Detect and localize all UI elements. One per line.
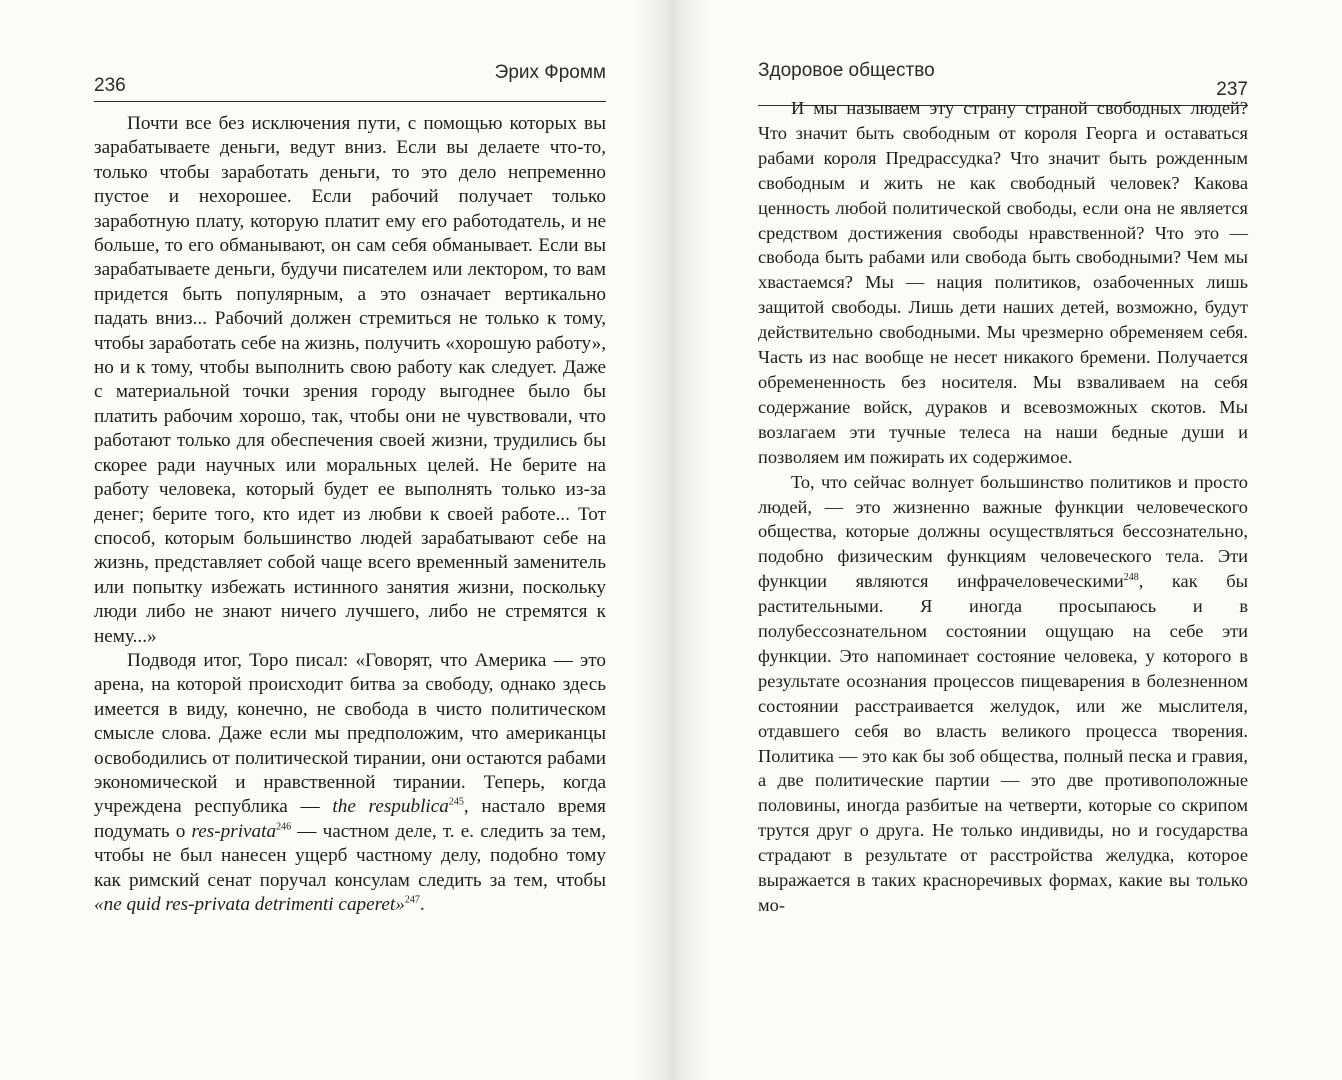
right-paragraph-1: И мы называем эту страну страной свободных людей? Что значит быть свободным от короля Георга и оставаться рабами короля Предрассудка? Что значит быть рожденным свободным и жить не как свободный человек? Какова ценность любой политической свободы, если она не является средством достижения свободы нравственной? Что это — свобода быть рабами или свобода быть свободными? Чем мы хвастаемся? Мы — нация политиков, озабоченных лишь защитой свободы. Лишь дети наших детей, возможно, будут действительно свободными. Мы чрезмерно обременяем себя. Часть из нас вообще не несет никакого бремени. Получается обремененность без носителя. Мы взваливаем на себя содержание войск, дураков и всевозможных скотов. Мы возлагаем эти тучные телеса на наши бедные души и позволяем им пожирать их содержимое. [758, 98, 1248, 467]
left-p2-italic-respublica: the respublica [332, 796, 449, 818]
right-p2-text-2: , как бы растительными. Я иногда просыпаюсь и в полубессознательном состоянии ощущаю на себе эти функции. Это напоминает состояние человека, у которого в результате осознания процессов пищеварения в болезненном состоянии расстраивается желудок, или же мыслителя, отдавшего себя во власть великого процесса творения. Политика — это как бы зоб общества, полный песка и гравия, а две политические партии — это две противоположные половины, иногда разбитые на четверти, которые со скрипом трутся друг о друга. Не только индивиды, но и государства страдают в результате от расстройства желудка, которое выражается в таких красноречивых формах, какие вы только мо- [758, 571, 1248, 915]
footnote-ref-246: 246 [276, 821, 292, 833]
left-p2-text-1: Подводя итог, Торо писал: «Говорят, что Америка — это арена, на которой происходит битва за свободу, однако здесь имеется в виду, конечно, не свобода в чисто политическом смысле слова. Даже если мы предположим, что американцы освободились от политической тирании, они остаются рабами экономической и нравственной тирании. Теперь, когда учреждена республика — [94, 649, 606, 818]
right-body-text [758, 96, 1248, 918]
footnote-ref-245: 245 [448, 796, 464, 808]
left-paragraph-1: Почти все без исключения пути, с помощью которых вы зарабатываете деньги, ведут вниз. Если вы делаете что-то, только чтобы заработать деньги, то это дело непременно пустое и нехорошее. Если рабочий получает только заработную плату, которую платит ему его работодатель, и не больше, то его обманывают, он сам себя обманывает. Если вы зарабатываете деньги, будучи писателем или лектором, то вам придется быть популярным, а это означает вертикально падать вниз... Рабочий должен стремиться не только к тому, чтобы заработать себе на жизнь, получить «хорошую работу», но и к тому, чтобы выполнить свою работу как следует. Даже с материальной точки зрения городу выгоднее было бы платить рабочим хорошо, так, чтобы они не чувствовали, что работают только для обеспечения своей жизни, трудились бы скорее ради научных или моральных целей. Не берите на работу человека, который будет ее выполнять только из-за денег; берите того, кто идет из любви к своей работе... Тот способ, которым большинство людей зарабатывают себе на жизнь, представляет собой чаще всего временный заменитель или попытку избежать истинного занятия жизни, поскольку люди либо не знают ничего лучшего, либо не стремятся к нему...» [94, 113, 606, 647]
footnote-ref-247: 247 [404, 894, 420, 906]
right-p2-text-1: То, что сейчас волнует большинство политиков и просто людей, — это жизненно важные функции человеческого общества, которые должны осуществляться бессознательно, подобно физическим функциям человеческого тела. Эти функции являются инфрачеловеческими [758, 471, 1248, 592]
left-running-head [94, 56, 606, 102]
left-running-title: Эрих Фромм [494, 62, 606, 83]
left-p2-italic-res-privata: res-privata [191, 820, 277, 842]
left-p2-text-2: , настало время подумать о [94, 796, 606, 842]
left-paragraph-2 [94, 649, 606, 917]
left-p2-text-3: — частном деле, т. е. следить за тем, чтобы не был нанесен ущерб частному делу, подобно тому как римский сенат поручал консулам следить за тем, чтобы [94, 820, 606, 891]
right-paragraph-2 [758, 470, 1248, 918]
left-page [94, 0, 606, 1080]
right-page-number: 237 [1216, 79, 1248, 100]
left-body-text [94, 112, 606, 917]
left-p2-text-4: . [419, 894, 425, 915]
right-running-title: Здоровое общество [758, 60, 935, 81]
right-page [758, 0, 1248, 1080]
book-gutter-shadow [636, 0, 708, 1080]
left-page-number: 236 [94, 75, 126, 96]
footnote-ref-248: 248 [1123, 572, 1139, 584]
left-p2-italic-latin-quote: «ne quid res-privata detrimenti caperet» [94, 894, 405, 915]
